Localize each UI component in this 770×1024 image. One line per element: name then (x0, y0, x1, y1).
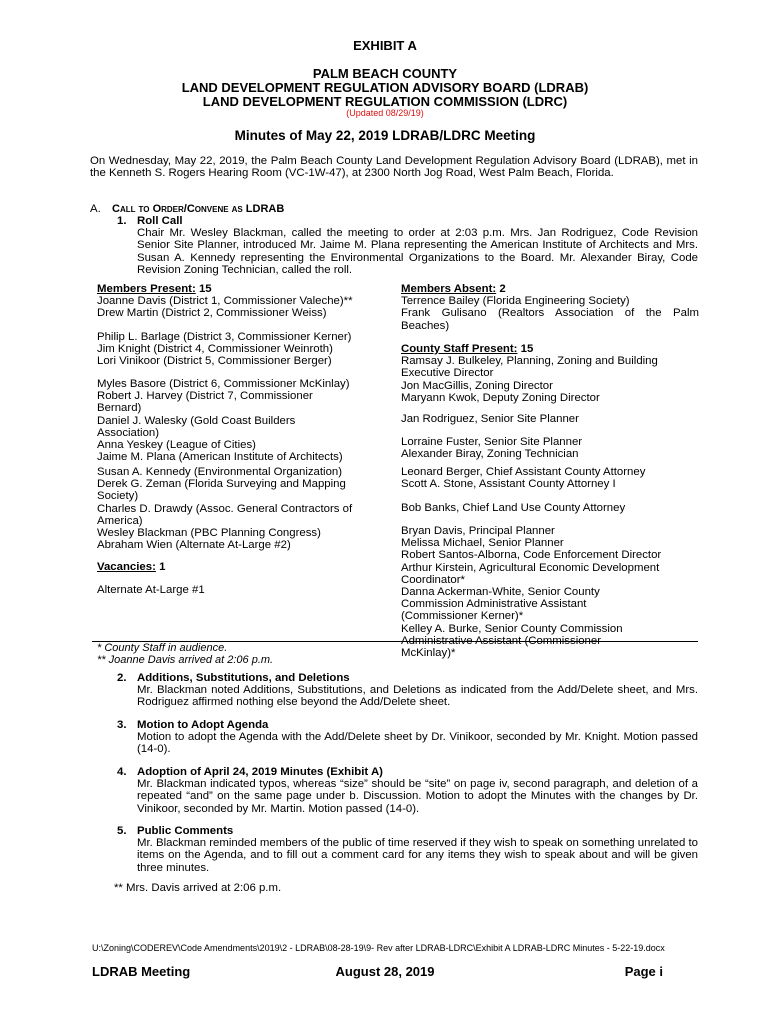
members-absent-column (401, 283, 699, 332)
list-item: Bob Banks, Chief Land Use County Attorney (401, 502, 626, 514)
roll-call-text: Chair Mr. Wesley Blackman, called the meeting to order at 2:03 p.m. Mrs. Jan Rodriguez, Code Revision Senior Site Planner, introduced Mr. Jaime M. Plana representing the American Institute of Architects and Mrs. Susan A. Kennedy representing the Environmental Organizations to the Board. Mr. Alexander Biray, Code Revision Zoning Technician, called the roll. (137, 227, 698, 276)
members-present-group-3 (97, 378, 387, 463)
list-item: Daniel J. Walesky (Gold Coast Builders Association) (97, 414, 296, 439)
late-arrival-note: ** Mrs. Davis arrived at 2:06 p.m. (114, 882, 282, 894)
intro-paragraph: On Wednesday, May 22, 2019, the Palm Beach County Land Development Regulation Advisory Board (LDRAB), met in the Kenneth S. Rogers Hearing Room (VC-1W-47), at 2300 North Jog Road, West Palm Beach, Florida. (90, 155, 698, 180)
item-5-title: Public Comments (137, 825, 234, 837)
list-item: Lori Vinikoor (District 5, Commissioner Berger) (97, 355, 332, 368)
roll-call-number: 1. (117, 215, 127, 227)
list-item: Kelley A. Burke, Senior County Commission Administrative Assistant (Commissioner McKinlay)* (401, 622, 623, 660)
list-item: Terrence Bailey (Florida Engineering Society) (401, 295, 630, 308)
item-2-text: Mr. Blackman noted Additions, Substitutions, and Deletions as indicated from the Add/Delete sheet, and Mrs. Rodriguez affirmed nothing else beyond the Add/Delete sheet. (137, 684, 698, 709)
section-a-letter: A. (90, 203, 101, 215)
arrival-note: ** Joanne Davis arrived at 2:06 p.m. (97, 654, 274, 666)
list-item: Arthur Kirstein, Agricultural Economic Development Coordinator* (401, 561, 660, 586)
commission-name: LAND DEVELOPMENT REGULATION COMMISSION (LDRC) (202, 94, 568, 109)
staff-present-column (401, 343, 699, 404)
members-present-group-4 (97, 466, 387, 551)
roll-call-title: Roll Call (137, 215, 183, 227)
item-3-text: Motion to adopt the Agenda with the Add/Delete sheet by Dr. Vinikoor, seconded by Mr. Knight. Motion passed (14-0). (137, 731, 698, 756)
list-item: Leonard Berger, Chief Assistant County Attorney (401, 466, 646, 478)
list-item: Philip L. Barlage (District 3, Commissioner Kerner) (97, 331, 352, 343)
list-item: Susan A. Kennedy (Environmental Organization) (97, 466, 343, 478)
list-item: Robert Santos-Alborna, Code Enforcement Director (401, 549, 662, 562)
list-item: Charles D. Drawdy (Assoc. General Contractors of America) (97, 502, 353, 527)
list-item: Myles Basore (District 6, Commissioner McKinlay) (97, 378, 350, 390)
county-name: PALM BEACH COUNTY (312, 66, 458, 81)
list-item: Jaime M. Plana (American Institute of Architects) (97, 451, 343, 464)
item-3-number: 3. (117, 719, 127, 731)
list-item: Abraham Wien (Alternate At-Large #2) (97, 539, 291, 552)
list-item: Wesley Blackman (PBC Planning Congress) (97, 527, 321, 540)
board-name: LAND DEVELOPMENT REGULATION ADVISORY BOARD (LDRAB) (181, 80, 589, 95)
vacancies-heading: Vacancies: 1 (97, 561, 166, 573)
updated-date: (Updated 08/29/19) (346, 108, 424, 118)
list-item: Ramsay J. Bulkeley, Planning, Zoning and Building Executive Director (401, 355, 658, 380)
list-item: Danna Ackerman-White, Senior County Commission Administrative Assistant (Commissioner Kerner)* (401, 586, 600, 623)
item-4-number: 4. (117, 766, 127, 778)
file-path: U:\Zoning\CODEREV\Code Amendments\2019\2 - LDRAB\08-28-19\9- Rev after LDRAB-LDRC\Exhibit A LDRAB-LDRC Minutes - 5-22-19.docx (92, 943, 665, 953)
staff-group-4 (401, 466, 699, 490)
list-item: Jon MacGillis, Zoning Director (401, 379, 553, 392)
item-5-text: Mr. Blackman reminded members of the public of time reserved if they wish to speak on something unrelated to items on the Agenda, and to fill out a comment card for any items they wish to speak about and will be given three minutes. (137, 837, 698, 874)
members-present-group-2 (97, 331, 387, 368)
members-present-heading: Members Present: 15 (97, 283, 212, 295)
item-4-title: Adoption of April 24, 2019 Minutes (Exhibit A) (137, 766, 383, 778)
footer-date: August 28, 2019 (335, 964, 435, 979)
page-number: Page i (624, 964, 663, 979)
staff-present-heading: County Staff Present: 15 (401, 343, 534, 355)
list-item: Maryann Kwok, Deputy Zoning Director (401, 391, 600, 404)
section-a-heading: Call to Order/Convene as LDRAB (112, 203, 285, 215)
item-4-text: Mr. Blackman indicated typos, whereas “size” should be “site” on page iv, second paragraph, and deletion of a repeated “and” on the same page under b. Discussion. Motion to adopt the Minutes with the changes by Dr. Vinikoor, seconded by Mr. Martin. Motion passed (14-0). (137, 778, 698, 815)
list-item: Scott A. Stone, Assistant County Attorney I (401, 478, 616, 491)
staff-note: * County Staff in audience. (97, 642, 228, 654)
item-5-number: 5. (117, 825, 127, 837)
list-item: Jim Knight (District 4, Commissioner Weinroth) (97, 343, 333, 356)
list-item: Bryan Davis, Principal Planner (401, 525, 555, 537)
list-item: Drew Martin (District 2, Commissioner Weiss) (97, 307, 327, 320)
list-item: Robert J. Harvey (District 7, Commissioner Bernard) (97, 390, 313, 415)
list-item: Alternate At-Large #1 (97, 584, 205, 596)
members-absent-heading: Members Absent: 2 (401, 283, 506, 295)
footer-left: LDRAB Meeting (92, 964, 191, 979)
item-2-title: Additions, Substitutions, and Deletions (137, 672, 350, 684)
item-3-title: Motion to Adopt Agenda (137, 719, 269, 731)
members-present-column (97, 283, 387, 320)
list-item: Melissa Michael, Senior Planner (401, 537, 564, 550)
exhibit-label: EXHIBIT A (353, 38, 417, 53)
staff-group-6 (401, 525, 699, 659)
staff-group-3 (401, 436, 699, 460)
list-item: Derek G. Zeman (Florida Surveying and Mapping Society) (97, 478, 346, 503)
item-2-number: 2. (117, 672, 127, 684)
list-item: Alexander Biray, Zoning Technician (401, 448, 579, 461)
page-title: Minutes of May 22, 2019 LDRAB/LDRC Meeting (234, 128, 536, 143)
list-item: Anna Yeskey (League of Cities) (97, 439, 256, 452)
list-item: Joanne Davis (District 1, Commissioner Valeche)** (97, 295, 353, 308)
list-item: Lorraine Fuster, Senior Site Planner (401, 436, 583, 448)
list-item: Jan Rodriguez, Senior Site Planner (401, 413, 579, 425)
list-item: Frank Gulisano (Realtors Association of the Palm Beaches) (401, 307, 699, 332)
